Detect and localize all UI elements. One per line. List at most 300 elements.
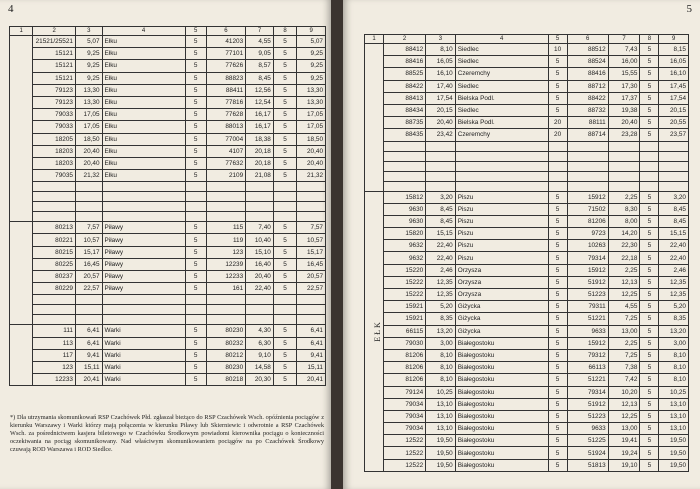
table-cell: 51225 <box>567 435 608 447</box>
table-cell: 2,25 <box>608 191 640 203</box>
table-cell: 5 <box>548 301 567 313</box>
table-row <box>365 252 689 264</box>
table-cell: 5 <box>548 252 567 264</box>
table-cell: 20,41 <box>297 374 326 386</box>
blank-row <box>10 202 326 212</box>
table-row <box>365 276 689 288</box>
table-cell: Ełku <box>102 84 185 96</box>
table-cell: Białegostoku <box>455 435 548 447</box>
table-cell: 8,10 <box>426 44 456 56</box>
table-cell: 17,45 <box>659 80 689 92</box>
table-cell: 6,30 <box>246 337 274 349</box>
table-cell: 5 <box>640 362 659 374</box>
empty-cell <box>297 295 326 305</box>
empty-cell <box>426 141 456 151</box>
table-cell: 77628 <box>206 109 245 121</box>
table-row <box>365 337 689 349</box>
table-cell: 17,05 <box>297 121 326 133</box>
empty-cell <box>185 202 206 212</box>
table-cell: Giżycka <box>455 301 548 313</box>
table-cell: 5 <box>273 133 296 145</box>
table-cell: 9632 <box>383 240 425 252</box>
table-cell: 4,55 <box>608 301 640 313</box>
table-cell: 88013 <box>206 121 245 133</box>
empty-cell <box>273 315 296 325</box>
empty-cell <box>608 161 640 171</box>
table-cell: 4107 <box>206 145 245 157</box>
empty-cell <box>206 315 245 325</box>
empty-cell <box>297 305 326 315</box>
page-number-left: 4 <box>8 3 14 15</box>
table-cell: 21,32 <box>75 170 102 182</box>
column-header: 1 <box>365 35 384 44</box>
empty-cell <box>659 171 689 181</box>
table-cell: Ełku <box>102 60 185 72</box>
empty-cell <box>548 181 567 191</box>
table-cell: 79035 <box>33 170 76 182</box>
table-row <box>365 313 689 325</box>
table-cell: 123 <box>206 246 245 258</box>
table-cell: Piszu <box>455 215 548 227</box>
table-cell: 79033 <box>33 109 76 121</box>
table-cell: 88416 <box>567 68 608 80</box>
table-cell: 20 <box>548 129 567 141</box>
table-cell: 20,40 <box>297 157 326 169</box>
empty-cell <box>383 161 425 171</box>
empty-cell <box>383 151 425 161</box>
table-cell: Białegostoku <box>455 423 548 435</box>
column-header: 9 <box>659 35 689 44</box>
table-cell: 79033 <box>33 121 76 133</box>
table-cell: 10263 <box>567 240 608 252</box>
table-cell: 3,00 <box>426 337 456 349</box>
table-row <box>10 109 326 121</box>
table-cell: 9630 <box>383 203 425 215</box>
table-cell: 18205 <box>33 133 76 145</box>
table-row <box>365 228 689 240</box>
table-cell: 9,10 <box>246 349 274 361</box>
blank-row <box>10 192 326 202</box>
table-cell: 5 <box>548 80 567 92</box>
empty-cell <box>548 171 567 181</box>
table-cell: 20,18 <box>246 157 274 169</box>
table-cell: 23,57 <box>659 129 689 141</box>
table-row <box>365 398 689 410</box>
column-header: 7 <box>608 35 640 44</box>
table-cell: 5 <box>548 264 567 276</box>
page-number-right: 5 <box>686 3 692 15</box>
column-header: 1 <box>10 27 33 36</box>
table-row <box>10 96 326 108</box>
table-cell: 4,55 <box>246 36 274 48</box>
table-row <box>10 222 326 234</box>
table-cell: Orzysza <box>455 264 548 276</box>
table-cell: 5,07 <box>75 36 102 48</box>
table-cell: 12,13 <box>608 398 640 410</box>
table-cell: 17,54 <box>659 92 689 104</box>
table-row <box>10 121 326 133</box>
empty-cell <box>426 171 456 181</box>
section-label <box>10 325 33 386</box>
table-cell: 8,45 <box>246 72 274 84</box>
empty-cell <box>640 161 659 171</box>
table-cell: Ełku <box>102 72 185 84</box>
table-row <box>10 60 326 72</box>
table-cell: 13,10 <box>659 423 689 435</box>
table-cell: 80212 <box>206 349 245 361</box>
table-cell: 5 <box>548 276 567 288</box>
table-cell: 6,41 <box>75 325 102 337</box>
table-row <box>365 447 689 459</box>
table-cell: 3,00 <box>659 337 689 349</box>
column-header: 8 <box>273 27 296 36</box>
empty-cell <box>33 315 76 325</box>
table-cell: 5 <box>185 349 206 361</box>
table-cell: 8,45 <box>659 215 689 227</box>
table-cell: Siedlec <box>455 44 548 56</box>
table-cell: 5 <box>548 374 567 386</box>
table-cell: Siedlec <box>455 80 548 92</box>
empty-cell <box>75 315 102 325</box>
table-cell: 20,18 <box>246 145 274 157</box>
column-header: 5 <box>548 35 567 44</box>
table-cell: 5 <box>548 349 567 361</box>
table-cell: 5 <box>548 337 567 349</box>
table-cell: 88422 <box>383 80 425 92</box>
table-cell: 8,15 <box>659 44 689 56</box>
empty-cell <box>383 171 425 181</box>
table-cell: 13,30 <box>297 96 326 108</box>
table-cell: 15,11 <box>297 361 326 373</box>
table-cell: 5 <box>548 92 567 104</box>
table-cell: Siedlec <box>455 104 548 116</box>
column-header-row <box>10 27 326 36</box>
table-row <box>365 301 689 313</box>
empty-cell <box>246 212 274 222</box>
table-cell: 5 <box>273 72 296 84</box>
table-cell: 16,05 <box>426 56 456 68</box>
empty-cell <box>273 192 296 202</box>
table-cell: 5 <box>548 68 567 80</box>
table-cell: 13,20 <box>426 325 456 337</box>
table-cell: 5 <box>640 374 659 386</box>
column-header: 4 <box>102 27 185 36</box>
table-cell: 8,45 <box>426 215 456 227</box>
table-row <box>365 44 689 56</box>
table-row <box>365 289 689 301</box>
table-cell: 79312 <box>567 349 608 361</box>
table-row <box>10 145 326 157</box>
table-cell: 7,57 <box>297 222 326 234</box>
table-cell: 77626 <box>206 60 245 72</box>
table-cell: 51221 <box>567 374 608 386</box>
table-cell: 12,56 <box>246 84 274 96</box>
table-row <box>365 92 689 104</box>
table-cell: 15121 <box>33 60 76 72</box>
table-cell: 17,40 <box>426 80 456 92</box>
table-cell: 5 <box>640 435 659 447</box>
table-cell: 12,35 <box>659 276 689 288</box>
footnote: *) Dla utrzymania skomunikowań RSP Czachówek Płd. zgłaszał bieżąco do RSP Czachówek Wsch. opóźnienia pociągów z kierunku Warszawy i Warki którzy mają połączenia w kierunku Piławy lub Skierniewic i odwrotnie a RSP Czachówek Wsch. za pośrednictwem kasjera biletowego w Czachówku Środkowym powiadomi kierownika pociągu o konieczności oczekiwania na pociąg skomunikowany. Nad właściwym skomunikowaniem pociągów na po Czachówek Środkowy czuwają ROD Warszawa i ROD Siedlce. <box>10 414 324 453</box>
table-cell: 5 <box>640 56 659 68</box>
table-cell: 5,07 <box>297 36 326 48</box>
table-row <box>10 271 326 283</box>
table-cell: 5 <box>640 228 659 240</box>
table-cell: 15222 <box>383 276 425 288</box>
table-cell: 13,10 <box>426 410 456 422</box>
table-cell: 5 <box>640 129 659 141</box>
table-cell: 80215 <box>33 246 76 258</box>
column-header: 3 <box>426 35 456 44</box>
table-cell: 5 <box>640 44 659 56</box>
table-cell: 5 <box>640 349 659 361</box>
table-cell: 79034 <box>383 423 425 435</box>
table-cell: 15,11 <box>75 361 102 373</box>
empty-cell <box>455 141 548 151</box>
table-cell: 5 <box>185 145 206 157</box>
empty-cell <box>102 212 185 222</box>
table-cell: 22,57 <box>75 283 102 295</box>
empty-cell <box>33 182 76 192</box>
table-cell: 7,42 <box>608 374 640 386</box>
table-cell: 18203 <box>33 157 76 169</box>
table-cell: 13,30 <box>297 84 326 96</box>
table-cell: 51223 <box>567 410 608 422</box>
section-label <box>10 222 33 325</box>
table-cell: 5 <box>185 271 206 283</box>
empty-cell <box>608 171 640 181</box>
table-row <box>10 258 326 270</box>
empty-cell <box>426 151 456 161</box>
table-cell: 5 <box>640 252 659 264</box>
table-cell: 9,25 <box>297 60 326 72</box>
table-row <box>10 325 326 337</box>
table-cell: 5 <box>185 283 206 295</box>
table-cell: 21,32 <box>297 170 326 182</box>
table-cell: 14,20 <box>608 228 640 240</box>
table-cell: Ełku <box>102 157 185 169</box>
table-cell: 5 <box>273 374 296 386</box>
empty-cell <box>102 315 185 325</box>
table-cell: 7,43 <box>608 44 640 56</box>
empty-cell <box>246 305 274 315</box>
table-cell: 20,40 <box>297 145 326 157</box>
empty-cell <box>75 202 102 212</box>
table-cell: 81206 <box>383 349 425 361</box>
empty-cell <box>659 181 689 191</box>
table-row <box>365 374 689 386</box>
table-cell: 8,00 <box>608 215 640 227</box>
table-cell: 5 <box>185 36 206 48</box>
table-cell: 22,40 <box>659 240 689 252</box>
column-header: 6 <box>206 27 245 36</box>
table-cell: 5 <box>548 459 567 471</box>
empty-cell <box>297 182 326 192</box>
table-cell: Ełku <box>102 170 185 182</box>
table-cell: Piławy <box>102 258 185 270</box>
table-cell: 20,40 <box>246 271 274 283</box>
table-cell: 88435 <box>383 129 425 141</box>
table-cell: 79030 <box>383 337 425 349</box>
empty-cell <box>75 305 102 315</box>
table-cell: 16,45 <box>297 258 326 270</box>
table-cell: 5 <box>273 271 296 283</box>
table-cell: 9,25 <box>75 60 102 72</box>
table-cell: 80230 <box>206 325 245 337</box>
table-cell: 12,35 <box>426 276 456 288</box>
table-cell: 8,10 <box>426 349 456 361</box>
empty-cell <box>273 305 296 315</box>
table-cell: Bielska Podl. <box>455 92 548 104</box>
empty-cell <box>659 141 689 151</box>
table-cell: Piławy <box>102 234 185 246</box>
table-cell: 88712 <box>567 80 608 92</box>
table-cell: Piławy <box>102 246 185 258</box>
table-cell: 5 <box>185 84 206 96</box>
table-cell: 5 <box>185 170 206 182</box>
table-cell: 80237 <box>33 271 76 283</box>
table-cell: 88732 <box>567 104 608 116</box>
section-label <box>365 191 384 471</box>
table-cell: 5 <box>185 133 206 145</box>
table-cell: 15,17 <box>297 246 326 258</box>
table-cell: Ełku <box>102 145 185 157</box>
table-row <box>365 240 689 252</box>
table-cell: Giżycka <box>455 313 548 325</box>
blank-row <box>10 212 326 222</box>
table-cell: 8,10 <box>426 362 456 374</box>
table-cell: 5 <box>548 423 567 435</box>
table-cell: 2,46 <box>426 264 456 276</box>
table-row <box>10 361 326 373</box>
table-row <box>365 264 689 276</box>
table-cell: 19,50 <box>659 459 689 471</box>
table-cell: 10 <box>548 44 567 56</box>
empty-cell <box>102 192 185 202</box>
table-cell: Białegostoku <box>455 349 548 361</box>
table-cell: 161 <box>206 283 245 295</box>
table-cell: 115 <box>206 222 245 234</box>
section-label-text: EŁK <box>372 319 382 342</box>
table-cell: 5 <box>640 80 659 92</box>
table-row <box>10 283 326 295</box>
table-cell: 51813 <box>567 459 608 471</box>
connections-table-left <box>9 26 326 386</box>
empty-cell <box>33 202 76 212</box>
table-cell: 15220 <box>383 264 425 276</box>
table-cell: 20,41 <box>75 374 102 386</box>
table-cell: 5,20 <box>659 301 689 313</box>
table-cell: 19,10 <box>608 459 640 471</box>
table-row <box>10 337 326 349</box>
table-cell: 5 <box>548 191 567 203</box>
table-cell: 12522 <box>383 447 425 459</box>
table-cell: 8,10 <box>426 374 456 386</box>
table-cell: Ełku <box>102 121 185 133</box>
table-cell: 77632 <box>206 157 245 169</box>
table-cell: 123 <box>33 361 76 373</box>
table-row <box>365 215 689 227</box>
table-cell: 15912 <box>567 191 608 203</box>
table-cell: Ełku <box>102 109 185 121</box>
table-cell: 20,57 <box>297 271 326 283</box>
table-cell: 79123 <box>33 96 76 108</box>
table-cell: Piszu <box>455 228 548 240</box>
table-cell: 5 <box>185 222 206 234</box>
table-cell: 5 <box>185 325 206 337</box>
table-cell: 15,55 <box>608 68 640 80</box>
table-cell: 7,57 <box>75 222 102 234</box>
table-cell: 88111 <box>567 117 608 129</box>
empty-cell <box>185 305 206 315</box>
table-cell: 9630 <box>383 215 425 227</box>
table-cell: 21521/25521 <box>33 36 76 48</box>
right-page <box>343 0 700 489</box>
table-cell: 9633 <box>567 423 608 435</box>
table-cell: 17,05 <box>297 109 326 121</box>
empty-cell <box>185 295 206 305</box>
empty-cell <box>455 151 548 161</box>
table-cell: 5 <box>640 398 659 410</box>
table-row <box>365 362 689 374</box>
empty-cell <box>426 181 456 191</box>
empty-cell <box>297 212 326 222</box>
table-cell: 14,58 <box>246 361 274 373</box>
table-cell: 20,40 <box>75 157 102 169</box>
table-cell: Białegostoku <box>455 386 548 398</box>
table-cell: 5 <box>185 96 206 108</box>
table-cell: 12522 <box>383 459 425 471</box>
empty-cell <box>297 315 326 325</box>
table-cell: 5 <box>273 361 296 373</box>
table-cell: 17,05 <box>75 109 102 121</box>
table-cell: 13,10 <box>659 410 689 422</box>
table-cell: 17,37 <box>608 92 640 104</box>
table-cell: 8,10 <box>659 349 689 361</box>
empty-cell <box>383 141 425 151</box>
empty-cell <box>273 295 296 305</box>
table-cell: 15,17 <box>75 246 102 258</box>
empty-cell <box>567 141 608 151</box>
empty-cell <box>273 182 296 192</box>
table-cell: 10,25 <box>426 386 456 398</box>
table-cell: 5 <box>640 117 659 129</box>
table-cell: 5 <box>640 447 659 459</box>
table-cell: 5 <box>273 48 296 60</box>
column-header: 9 <box>297 27 326 36</box>
table-row <box>365 386 689 398</box>
table-cell: 88524 <box>567 56 608 68</box>
empty-cell <box>246 315 274 325</box>
table-cell: 20,15 <box>659 104 689 116</box>
table-cell: 117 <box>33 349 76 361</box>
table-cell: 5 <box>640 264 659 276</box>
table-cell: 10,25 <box>659 386 689 398</box>
empty-cell <box>33 192 76 202</box>
column-header: 6 <box>567 35 608 44</box>
table-cell: 5 <box>273 325 296 337</box>
empty-cell <box>185 315 206 325</box>
table-row <box>10 48 326 60</box>
table-cell: 20,40 <box>426 117 456 129</box>
table-cell: 18,50 <box>75 133 102 145</box>
empty-cell <box>33 212 76 222</box>
table-cell: 5 <box>548 289 567 301</box>
table-cell: 2,46 <box>659 264 689 276</box>
table-cell: 13,10 <box>659 398 689 410</box>
table-cell: 3,20 <box>659 191 689 203</box>
table-cell: 5 <box>273 258 296 270</box>
